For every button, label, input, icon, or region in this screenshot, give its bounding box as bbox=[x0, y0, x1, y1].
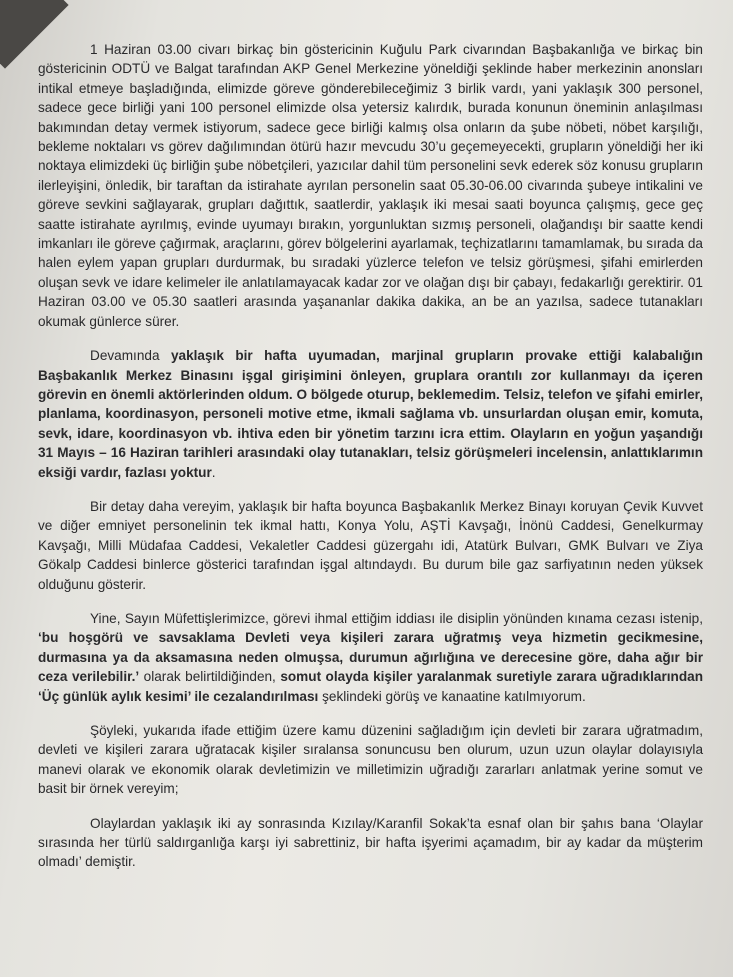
paragraph-2 bbox=[38, 346, 703, 482]
text-segment: Olaylardan yaklaşık iki ay sonrasında Kızılay/Karanfil Sokak’ta esnaf olan bir şahıs bana ‘Olaylar sırasında her türlü saldırganlığa karşı iyi sabrettiniz, bir hafta işyerimi açamadım, bir ay kadar da müşterim olmadı’ demiştir. bbox=[38, 815, 703, 870]
text-segment: Yine, Sayın Müfettişlerimizce, görevi ihmal ettiğim iddiası ile disiplin yönünden kınama cezası istenip, bbox=[90, 610, 703, 626]
paragraph-4 bbox=[38, 609, 703, 706]
text-segment: Bir detay daha vereyim, yaklaşık bir hafta boyunca Başbakanlık Merkez Binayı koruyan Çevik Kuvvet ve diğer emniyet personelinin tek ikmal hattı, Konya Yolu, AŞTİ Kavşağı, İnönü Caddesi, Genelkurmay Kavşağı, Milli Müdafaa Caddesi, Vekaletler Caddesi güzergahı idi, Atatürk Bulvarı, GMK Bulvarı ve Ziya Gökalp Caddesi binlerce gösterici tarafından işgal altındaydı. Bu durum bile gaz sarfiyatının neden yüksek olduğunu gösterir. bbox=[38, 498, 703, 592]
text-segment: 1 Haziran 03.00 civarı birkaç bin göstericinin Kuğulu Park civarından Başbakanlığa ve birkaç bin göstericinin ODTÜ ve Balgat tarafından AKP Genel Merkezine yöneldiği şeklinde haber merkezinin anonsları intikal etmeye başladığında, elimizde göreve gönderebileceğimiz 3 birlik vardı, yani yaklaşık 300 personel, sadece gece birliği yani 100 personel elimizde olsa yetersiz kalırdık, burada konunun öneminin anlaşılması bakımından detay vermek istiyorum, sadece gece birliği kalmış olsa onların da şube nöbeti, nöbet karşılığı, bekleme noktaları vs görev dağılımından ötürü hazır mevcudu 30’u geçemeyecekti, grupların yöneldiği her iki noktaya elimizdeki üç birliğin şube nöbetçileri, yazıcılar dahil tüm personelini sevk ederek söz konusu grupların ilerleyişini, önledik, bir taraftan da istirahate ayrılan personelin saat 05.30-06.00 civarında şubeye intikalini ve göreve sevkini sağlayarak, grupları dağıttık, saatlerdir, yaklaşık iki mesai saati boyunca çalışmış, gece geç saatte istirahate ayrılmış, evinde uyumayı bırakın, yorgunluktan sızmış personeli, olağandışı bir saatte kendi imkanları ile göreve çağırmak, araçlarını, görev bölgelerini ayarlamak, teçhizatlarını tamamlamak, bu sırada da halen eylem yapan grupları durdurmak, bu sıradaki yüzlerce telefon ve telsiz görüşmesi, şifahi emirlerden oluşan sevk ve idare kelimeler ile anlatılamayacak kadar zor ve olağan dışı bir çabayı, fedakarlığı gerektirir. 01 Haziran 03.00 ve 05.30 saatleri arasında yaşananlar dakika dakika, an be an yazılsa, sadece tutanakları okumak günlerce sürer. bbox=[38, 42, 703, 329]
paragraph-6 bbox=[38, 814, 703, 872]
text-segment: Şöyleki, yukarıda ifade ettiğim üzere kamu düzenini sağladığım için devleti bir zarara uğratmadım, devleti ve kişileri zarara uğratacak kişiler sıralansa sonuncusu ben olurum, uzun uzun olaylar dolayısıyla manevi olarak ve ekonomik olarak devletimizin ve milletimizin uğradığı zararları anlatmak yerine somut ve basit bir örnek vereyim; bbox=[38, 723, 703, 797]
bold-text-segment: ‘bu hoşgörü ve savsaklama Devleti veya kişileri zarara uğratmış veya hizmetin gecikmesine, durmasına ya da aksamasına neden olmuşsa, durumun ağırlığına ve derecesine göre, daha ağır bir ceza verilebilir.’ bbox=[38, 630, 703, 685]
text-segment: olarak belirtildiğinden, bbox=[139, 669, 281, 685]
paragraph-5 bbox=[38, 721, 703, 799]
bold-text-segment: yaklaşık bir hafta uyumadan, marjinal grupların provake ettiği kalabalığın Başbakanlık Merkez Binasını işgal girişimini önleyen, gruplara orantılı zor kullanmayı da içeren görevin en önemli aktörlerinden oldum. O bölgede oturup, beklemedim. Telsiz, telefon ve şifahi emirler, planlama, koordinasyon, personeli motive etme, ikmali sağlama vb. unsurlardan oluşan emir, komuta, sevk, idare, koordinasyon vb. ihtiva eden bir yönetim tarzını icra ettim. Olayların en yoğun yaşandığı 31 Mayıs – 16 Haziran tarihleri arasındaki olay tutanakları, telsiz görüşmeleri incelensin, anlattıklarımın eksiği vardır, fazlası yoktur bbox=[38, 348, 703, 480]
document-body bbox=[38, 40, 703, 887]
text-segment: . bbox=[211, 464, 216, 480]
text-segment: şeklindeki görüş ve kanaatine katılmıyorum. bbox=[318, 688, 586, 704]
text-segment: Devamında bbox=[90, 348, 171, 364]
paragraph-1 bbox=[38, 40, 703, 331]
bold-text-segment: somut olayda kişiler yaralanmak suretiyle zarara uğradıklarından ‘Üç günlük aylık kesimi’ ile cezalandırılması bbox=[38, 669, 704, 704]
paragraph-3 bbox=[38, 497, 703, 594]
